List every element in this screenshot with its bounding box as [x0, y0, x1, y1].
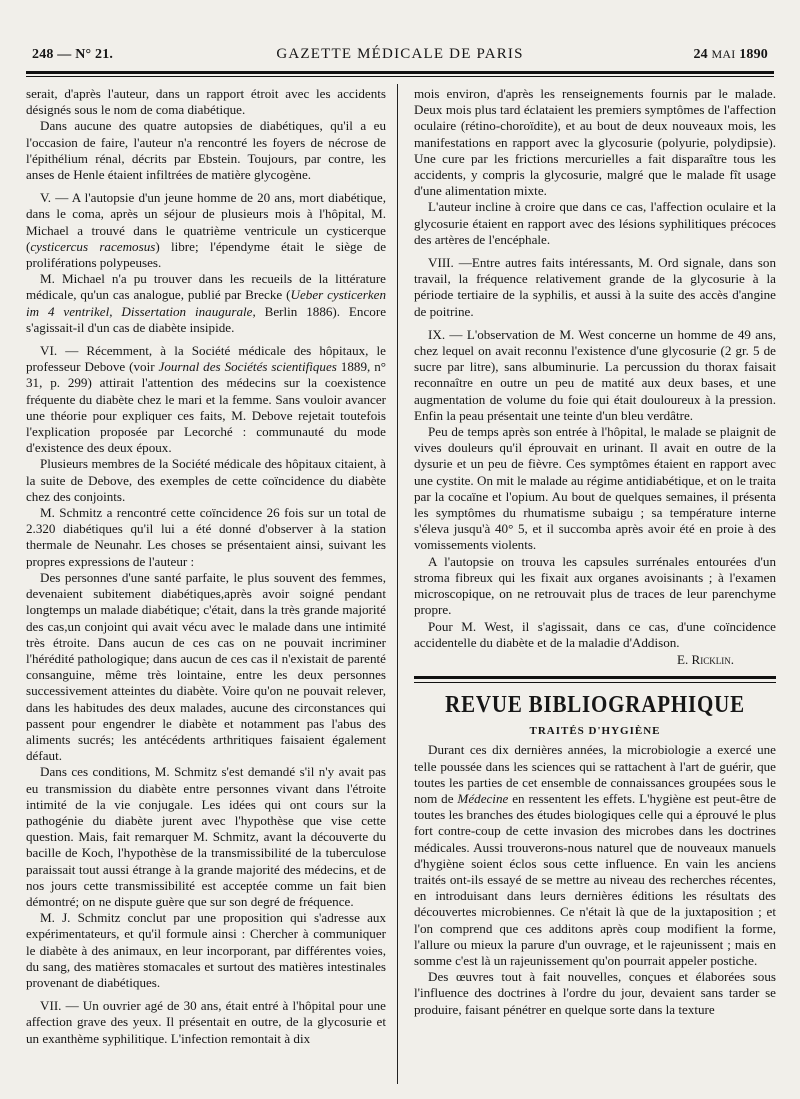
paragraph: Pour M. West, il s'agissait, dans ce cas, d'une coïncidence accidentelle du diabète et de la maladie d'Addison. — [414, 618, 776, 650]
paragraph: Des œuvres tout à fait nouvelles, conçues et élaborées sous l'influence des doctrines à l'ordre du jour, devaient sans tarder se produire, faisant pénétrer en quelque sorte dans la texture — [414, 969, 776, 1017]
section-rule-thin — [414, 682, 776, 683]
column-divider — [397, 84, 398, 1084]
paragraph: Des personnes d'une santé parfaite, le plus souvent des femmes, devenaient subitement diabétiques,après avoir soigné pendant longtemps un malade diabétique; c'était, dans la très grande majorité des cas,un conjoint qui avait vécu avec le malade dans une intimité très étroite. Dans aucun de ces cas on ne pouvait incriminer l'hérédité pathologique; dans aucun de ces cas il n'existait de parenté consanguine, même très lointaine, entre les deux personnes successivement atteintes du diabète. Voire qu'on ne pouvait relever, dans les habitudes des deux malades, aucune des circonstances qui passent pour engendrer le diabète et notamment pas l'abus des aliments sucrés; les antécédents arthritiques faisaient également défaut. — [26, 569, 386, 764]
right-column — [414, 86, 776, 1086]
left-column — [26, 86, 386, 1086]
paragraph-section-vi: VI. — Récemment, à la Société médicale des hôpitaux, le professeur Debove (voir Journal des Sociétés scientifiques 1889, n° 31, p. 299) attirait l'attention des médecins sur la coexistence fréquente du diabète chez le mari et la femme. Sans vouloir avancer une théorie pour expliquer ces faits, M. Debove rejetait toutefois l'explication proposée par Lecorché : communauté du mode d'existence des deux époux. — [26, 343, 386, 456]
paragraph: M. Schmitz a rencontré cette coïncidence 26 fois sur un total de 2.320 diabétiques qu'il lui a été donné d'observer à la station thermale de Neunahr. Les choses se présentaient ainsi, suivant les propres expressions de l'auteur : — [26, 505, 386, 569]
paragraph-section-vii: VII. — Un ouvrier agé de 30 ans, était entré à l'hôpital pour une affection grave des yeux. Il présentait en outre, de la glycosurie et un exanthème syphilitique. L'infection remontait à dix — [26, 998, 386, 1046]
paragraph: Peu de temps après son entrée à l'hôpital, le malade se plaignit de vives douleurs qu'il éprouvait en urinant. Il avait en outre de la dysurie et un peu de fièvre. Ces symptômes étaient en rapport avec une cystite. On mit le malade au régime antidiabétique, et on le traita par la cocaïne et l'opium. Au bout de quelques semaines, il présenta les symptômes du rhumatisme subaigu ; sa température interne s'éleva jusqu'à 40° 5, et il succomba après avoir été en proie à des vomissements violents. — [414, 424, 776, 553]
paragraph-section-ix: IX. — L'observation de M. West concerne un homme de 49 ans, chez lequel on avait reconnu l'existence d'une glycosurie (2 gr. 5 de sucre par litre), sans albuminurie. La percussion du thorax faisait reconnaître en outre un peu de matité aux deux bases, et une augmentation de volume du foie qui était douloureux à la pression. Enfin la peau présentait une teinte d'un bleu verdâtre. — [414, 326, 776, 423]
journal-title: GAZETTE MÉDICALE DE PARIS — [276, 46, 524, 62]
paragraph: mois environ, d'après les renseignements fournis par le malade. Deux mois plus tard éclataient les premiers symptômes de l'affection oculaire (rétino-choroïdite), et au bout de deux nouveaux mois, les manifestations en rapport avec la glycosurie (polyurie, polydipsie). Une cure par les frictions mercurielles a fait disparaître tous les accidents, y compris la glycosurie, malgré que le malade fît usage d'une alimentation mixte. — [414, 86, 776, 199]
author-signature: E. Ricklin. — [676, 651, 734, 667]
page-number: 248 — N° 21. — [32, 47, 114, 62]
page-header — [32, 44, 768, 68]
section-title: REVUE BIBLIOGRAPHIQUE — [445, 690, 745, 718]
date-month: MAI — [711, 47, 736, 61]
paragraph: M. J. Schmitz conclut par une proposition qui s'adresse aux expérimentateurs, et qu'il formule ainsi : Chercher à communiquer le diabète à des animaux, en leur incorporant, par différentes voies, du sang, des matières stomacales et surtout des matières intestinales provenant de diabétiques. — [26, 910, 386, 990]
paragraph: Plusieurs membres de la Société médicale des hôpitaux citaient, à la suite de Debove, des exemples de cette coïncidence du diabète chez des conjoints. — [26, 456, 386, 504]
date-year: 1890 — [739, 47, 768, 62]
paragraph: serait, d'après l'auteur, dans un rapport étroit avec les accidents désignés sous le nom de coma diabétique. — [26, 86, 386, 118]
paragraph: Durant ces dix dernières années, la microbiologie a exercé une telle poussée dans les sciences qui se rattachent à l'art de guérir, que toutes les parties de cet ensemble de connaissances groupées sous le nom de Médecine en ressentent les effets. L'hygiène est peut-être de toutes les branches des études biologiques celle qui a éprouvé le plus fort contre-coup de cette invasion des microbes dans les doctrines médicales. Aussi trouverons-nous naturel que de nouveaux manuels d'hygiène soient éclos sous cette influence. En vain les anciens traités ont-ils essayé de se mettre au niveau des recherches récentes, en introduisant dans leurs dernières éditions les résultats des découvertes microbiennes. Ce n'était là que de la juxtaposition ; et l'on comprend que ces additons après coup modifient la forme, l'allure ou mieux la parure d'un ouvrage, et le rajeunissent ; mais en somme c'est là un rajeunissement qu'on pourrait appeler postiche. — [414, 742, 776, 968]
paragraph: M. Michael n'a pu trouver dans les recueils de la littérature médicale, qu'un cas analogue, publié par Brecke (Ueber cysticerken im 4 ventrikel, Dissertation inaugurale, Berlin 1886). Encore s'agissait-il d'un cas de diabète insipide. — [26, 271, 386, 335]
header-rule-thick — [26, 71, 774, 74]
paragraph: Dans aucune des quatre autopsies de diabétiques, qu'il a eu l'occasion de faire, l'auteur n'a rencontré les foyers de nécrose de l'épithélium rénal, décrits par Ebstein. Toujours, par contre, les anses de Henle étaient infiltrées de matière glycogène. — [26, 118, 386, 183]
issue-date — [693, 47, 768, 63]
paragraph-section-v: V. — A l'autopsie d'un jeune homme de 20 ans, mort diabétique, dans le coma, après un séjour de plusieurs mois à l'hôpital, M. Michael a trouvé dans le quatrième ventricule un cysticerque (cysticercus racemosus) libre; l'épendyme était le siège de proliférations polypeuses. — [26, 190, 386, 271]
paragraph-section-viii: VIII. —Entre autres faits intéressants, M. Ord signale, dans son travail, la fréquence relativement grande de la glycosurie à la période tertiaire de la syphilis, et aussi à la suite des accès d'angine de poitrine. — [414, 255, 776, 319]
header-rule-thin — [26, 76, 774, 77]
date-day: 24 — [693, 47, 708, 62]
section-rule-thick — [414, 676, 776, 679]
paragraph: L'auteur incline à croire que dans ce cas, l'affection oculaire et la glycosurie étaient en rapport avec des lésions syphilitiques précoces des artères de l'encéphale. — [414, 199, 776, 247]
section-subtitle: TRAITÉS D'HYGIÈNE — [529, 725, 661, 738]
paragraph: A l'autopsie on trouva les capsules surrénales entourées d'un stroma fibreux qui les fixait aux organes avoisinants ; à l'examen microscopique, on ne retrouvait plus de traces de leur parenchyme propre. — [414, 553, 776, 618]
paragraph: Dans ces conditions, M. Schmitz s'est demandé s'il n'y avait pas eu transmission du diabète entre personnes vivant dans l'étroite intimité de la vie conjugale. Les idées qui ont cours sur la pathogénie du diabète jurent avec l'hypothèse que vise cette question. Mais, fait remarquer M. Schmitz, avant la découverte du bacille de Koch, l'hypothèse de la transmissibilité de la tuberculose paraissait tout aussi étrange à la grande majorité des médecins, et de nos jours cette transmissibilité est acceptée comme un fait bien démontré; on ne dispute guère que sur son degré de fréquence. — [26, 764, 386, 909]
